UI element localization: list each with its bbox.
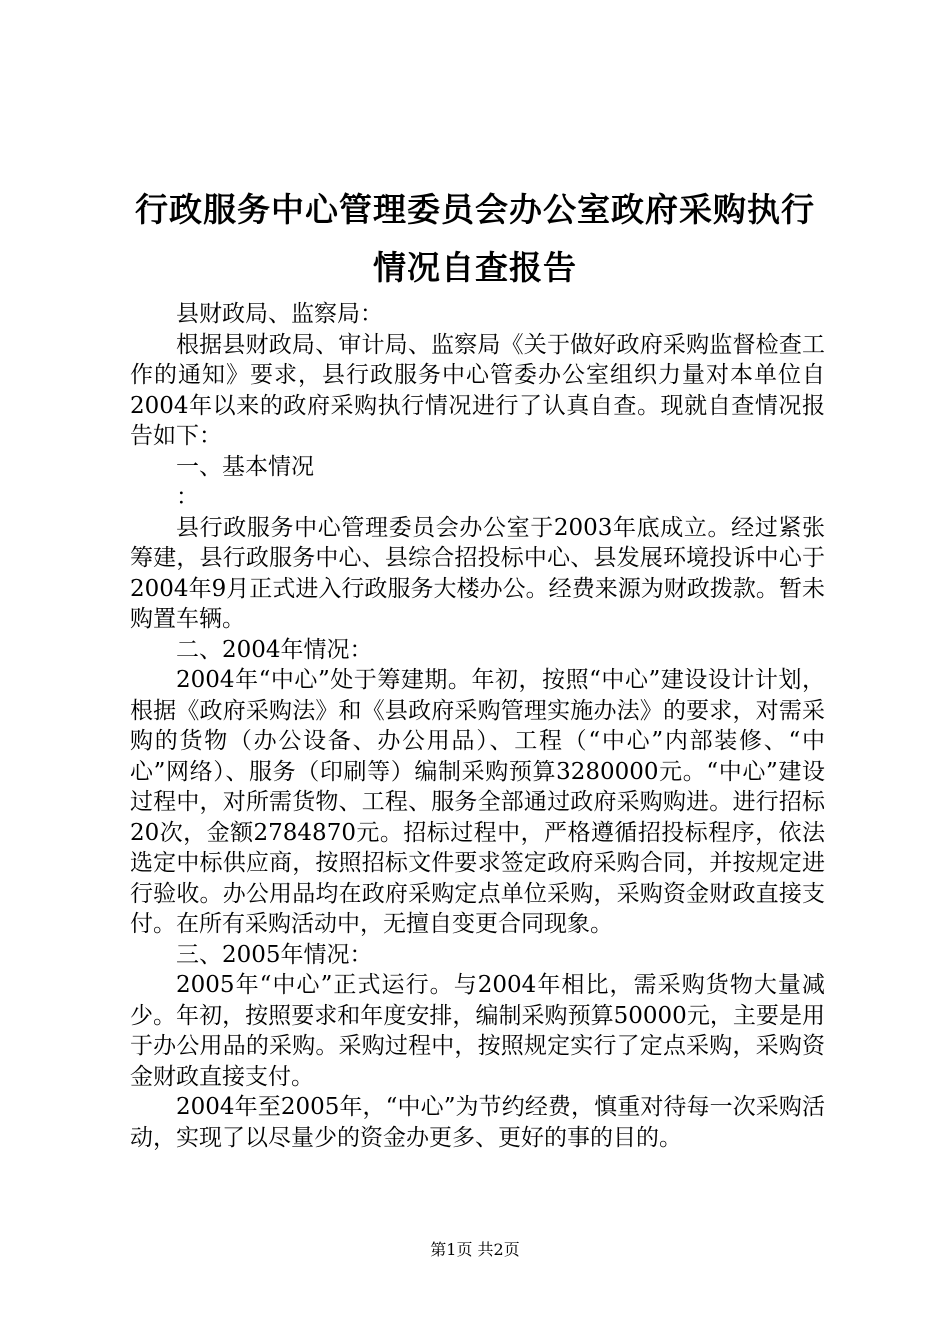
salutation: 县财政局、监察局： bbox=[176, 301, 383, 327]
intro-paragraph: 根据县财政局、审计局、监察局《关于做好政府采购监督检查工作的通知》要求，县行政服务中心管委办公室组织力量对本单位自2004年以来的政府采购执行情况进行了认真自查。现就自查情况报告如下： bbox=[130, 331, 825, 449]
document-title-line-2: 情况自查报告 bbox=[373, 248, 577, 287]
stray-mark: ： bbox=[176, 484, 199, 510]
section-heading-2004: 二、2004年情况： bbox=[176, 636, 373, 663]
document-title-line-1: 行政服务中心管理委员会办公室政府采购执行 bbox=[135, 190, 815, 229]
page-footer: 第1页 共2页 bbox=[430, 1240, 520, 1259]
document-body bbox=[130, 299, 825, 1153]
paragraph-2005: 2005年“中心”正式运行。与2004年相比，需采购货物大量减少。年初，按照要求和年度安排，编制采购预算50000元，主要是用于办公用品的采购。采购过程中，按照规定实行了定点采购，采购资金财政直接支付。 bbox=[130, 972, 825, 1090]
summary-paragraph: 2004年至2005年，“中心”为节约经费，慎重对待每一次采购活动，实现了以尽量少的资金办更多、更好的事的目的。 bbox=[130, 1094, 825, 1151]
section-heading-basic: 一、基本情况 bbox=[176, 453, 314, 480]
basic-info-paragraph: 县行政服务中心管理委员会办公室于2003年底成立。经过紧张筹建，县行政服务中心、县综合招投标中心、县发展环境投诉中心于2004年9月正式进入行政服务大楼办公。经费来源为财政拨款。暂未购置车辆。 bbox=[130, 514, 825, 632]
section-heading-2005: 三、2005年情况： bbox=[176, 941, 373, 968]
paragraph-2004: 2004年“中心”处于筹建期。年初，按照“中心”建设设计计划，根据《政府采购法》和《县政府采购管理实施办法》的要求，对需采购的货物（办公设备、办公用品）、工程（“中心”内部装修、“中心”网络）、服务（印刷等）编制采购预算3280000元。“中心”建设过程中，对所需货物、工程、服务全部通过政府采购购进。进行招标20次，金额2784870元。招标过程中，严格遵循招投标程序，依法选定中标供应商，按照招标文件要求签定政府采购合同，并按规定进行验收。办公用品均在政府采购定点单位采购，采购资金财政直接支付。在所有采购活动中，无擅自变更合同现象。 bbox=[130, 667, 825, 937]
